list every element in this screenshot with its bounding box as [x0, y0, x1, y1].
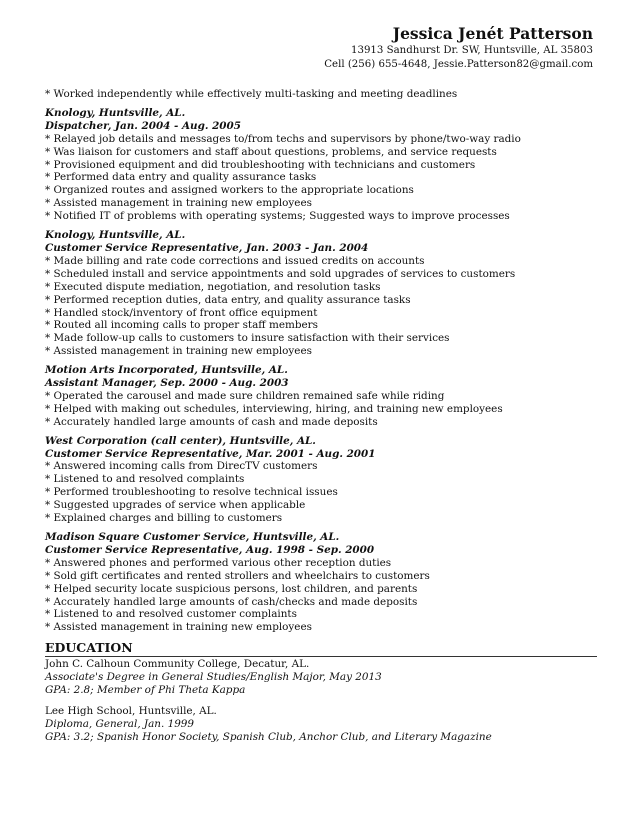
- job-bullet: * Relayed job details and messages to/from techs and supervisors by phone/two-way radio: [45, 132, 521, 145]
- job-bullet: * Handled stock/inventory of front office equipment: [45, 306, 318, 319]
- job-entry: [45, 107, 595, 223]
- job-bullet: * Helped security locate suspicious persons, lost children, and parents: [45, 582, 418, 595]
- job-bullet: * Answered incoming calls from DirecTV customers: [45, 460, 318, 473]
- job-bullet: * Provisioned equipment and did troubleshooting with technicians and customers: [45, 158, 476, 171]
- education-entry: [45, 705, 595, 744]
- job-bullet: * Accurately handled large amounts of cash/checks and made deposits: [45, 595, 418, 608]
- job-bullet: * Routed all incoming calls to proper staff members: [45, 319, 318, 332]
- job-bullet: * Assisted management in training new employees: [45, 345, 312, 358]
- job-title: Customer Service Representative, Jan. 2003 - Jan. 2004: [45, 241, 369, 254]
- job-entry: [45, 364, 595, 429]
- job-bullet: * Listened to and resolved customer complaints: [45, 608, 297, 621]
- applicant-contact: Cell (256) 655-4648, Jessie.Patterson82@gmail.com: [324, 59, 593, 70]
- applicant-name: Jessica Jenét Patterson: [392, 24, 593, 43]
- school-degree: Diploma, General, Jan. 1999: [45, 717, 195, 730]
- job-organization: West Corporation (call center), Huntsville, AL.: [45, 434, 316, 447]
- job-bullet: * Was liaison for customers and staff about questions, problems, and service requests: [45, 145, 497, 158]
- resume-body: [45, 88, 595, 744]
- intro-bullet: * Worked independently while effectively multi-tasking and meeting deadlines: [45, 88, 458, 100]
- job-bullet: * Accurately handled large amounts of cash and made deposits: [45, 415, 378, 428]
- job-entry: [45, 229, 595, 358]
- education-entry: [45, 658, 595, 697]
- applicant-address: 13913 Sandhurst Dr. SW, Huntsville, AL 35803: [350, 45, 593, 56]
- job-bullet: * Operated the carousel and made sure children remained safe while riding: [45, 389, 445, 402]
- job-bullet: * Assisted management in training new employees: [45, 197, 312, 210]
- job-bullet: * Listened to and resolved complaints: [45, 473, 245, 486]
- job-bullet: * Performed data entry and quality assurance tasks: [45, 171, 317, 184]
- job-organization: Knology, Huntsville, AL.: [45, 229, 186, 242]
- school-notes: GPA: 2.8; Member of Phi Theta Kappa: [45, 684, 246, 697]
- job-bullet: * Made follow-up calls to customers to insure satisfaction with their services: [45, 332, 450, 345]
- job-bullet: * Suggested upgrades of service when applicable: [45, 499, 306, 512]
- job-bullet: * Performed troubleshooting to resolve technical issues: [45, 486, 338, 499]
- job-bullet: * Made billing and rate code corrections and issued credits on accounts: [45, 254, 425, 267]
- job-title: Assistant Manager, Sep. 2000 - Aug. 2003: [45, 377, 289, 390]
- job-bullet: * Executed dispute mediation, negotiation, and resolution tasks: [45, 280, 381, 293]
- job-title: Dispatcher, Jan. 2004 - Aug. 2005: [45, 119, 241, 132]
- job-bullet: * Scheduled install and service appointments and sold upgrades of services to customers: [45, 267, 516, 280]
- job-bullet: * Answered phones and performed various other reception duties: [45, 556, 392, 569]
- job-bullet: * Explained charges and billing to customers: [45, 512, 283, 525]
- school-name: Lee High School, Huntsville, AL.: [45, 704, 217, 717]
- resume-header: [324, 24, 593, 72]
- job-title: Customer Service Representative, Aug. 1998 - Sep. 2000: [45, 543, 375, 556]
- job-bullet: * Organized routes and assigned workers to the appropriate locations: [45, 184, 414, 197]
- job-entry: [45, 531, 595, 634]
- job-bullet: * Performed reception duties, data entry, and quality assurance tasks: [45, 293, 411, 306]
- job-organization: Motion Arts Incorporated, Huntsville, AL.: [45, 364, 288, 377]
- school-notes: GPA: 3.2; Spanish Honor Society, Spanish Club, Anchor Club, and Literary Magazine: [45, 730, 492, 743]
- school-degree: Associate's Degree in General Studies/English Major, May 2013: [45, 671, 382, 684]
- school-name: John C. Calhoun Community College, Decatur, AL.: [45, 658, 310, 671]
- job-entry: [45, 435, 595, 525]
- job-title: Customer Service Representative, Mar. 2001 - Aug. 2001: [45, 447, 376, 460]
- job-organization: Madison Square Customer Service, Huntsville, AL.: [45, 531, 340, 543]
- job-bullet: * Helped with making out schedules, interviewing, hiring, and training new employees: [45, 402, 503, 415]
- job-bullet: * Sold gift certificates and rented strollers and wheelchairs to customers: [45, 569, 430, 582]
- job-bullet: * Assisted management in training new employees: [45, 621, 312, 634]
- job-bullet: * Notified IT of problems with operating systems; Suggested ways to improve processes: [45, 210, 510, 223]
- education-heading: EDUCATION: [45, 640, 597, 657]
- job-organization: Knology, Huntsville, AL.: [45, 106, 186, 119]
